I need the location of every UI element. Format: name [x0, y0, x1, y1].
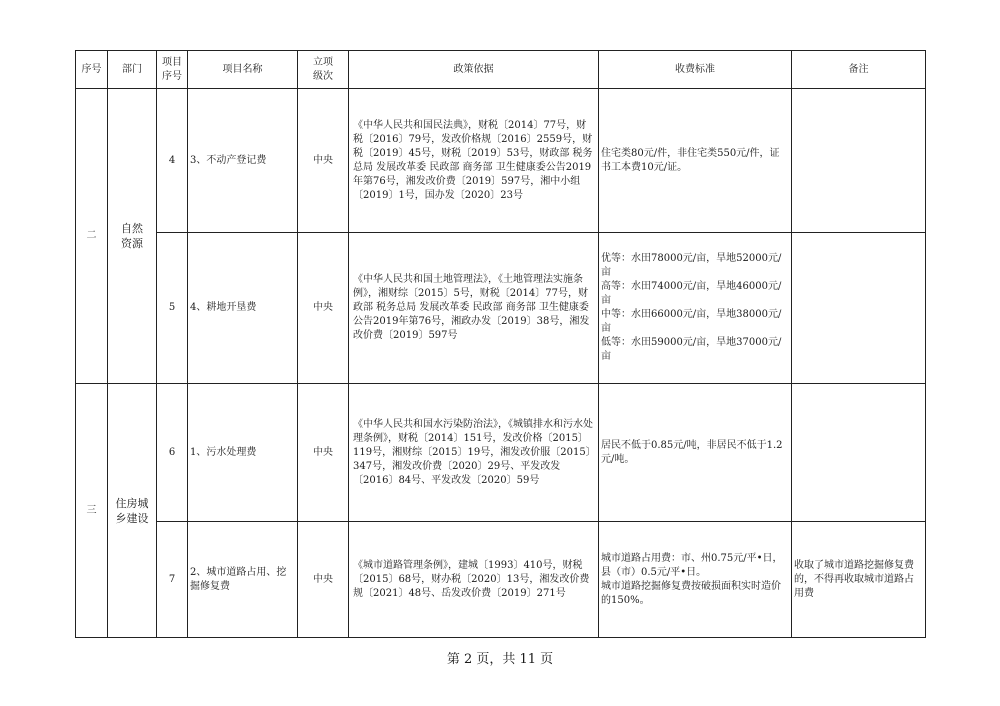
item-standard: 城市道路占用费：市、州0.75元/平•日，县（市）0.5元/平•日。 城市道路挖掘修复费按破损面积实时造价的150%。 — [599, 522, 792, 638]
item-name: 4、耕地开垦费 — [188, 233, 298, 384]
group-seq: 三 — [76, 384, 108, 638]
header-seq: 序号 — [76, 51, 108, 89]
item-name: 2、城市道路占用、挖掘修复费 — [188, 522, 298, 638]
item-remark — [792, 89, 926, 233]
table-row — [76, 89, 926, 233]
item-policy: 《中华人民共和国水污染防治法》，《城镇排水和污水处理条例》，财税〔2014〕151号，发改价格〔2015〕119号，湘财综〔2015〕19号，湘发改价服〔2015〕347号，湘发改价费〔2020〕29号、平发改发〔2016〕84号、平发改发〔2020〕59号 — [349, 384, 599, 522]
item-name: 3、不动产登记费 — [188, 89, 298, 233]
item-seq: 7 — [157, 522, 188, 638]
header-level: 立项 级次 — [298, 51, 349, 89]
item-level: 中央 — [298, 89, 349, 233]
header-row — [76, 51, 926, 89]
item-remark — [792, 233, 926, 384]
item-standard: 优等：水田78000元/亩，旱地52000元/亩 高等：水田74000元/亩，旱地46000元/亩 中等：水田66000元/亩，旱地38000元/亩 低等：水田59000元/亩，旱地37000元/亩 — [599, 233, 792, 384]
item-remark — [792, 384, 926, 522]
item-remark: 收取了城市道路挖掘修复费的，不得再收取城市道路占用费 — [792, 522, 926, 638]
item-level: 中央 — [298, 233, 349, 384]
page-footer: 第 2 页，共 11 页 — [446, 652, 554, 667]
header-item-name: 项目名称 — [188, 51, 298, 89]
header-item-seq: 项目 序号 — [157, 51, 188, 89]
header-dept: 部门 — [108, 51, 157, 89]
item-policy: 《中华人民共和国土地管理法》，《土地管理法实施条例》，湘财综〔2015〕5号，财税〔2014〕77号，财政部 税务总局 发展改革委 民政部 商务部 卫生健康委公告2019年第76号，湘政办发〔2019〕38号，湘发改价费〔2019〕597号 — [349, 233, 599, 384]
header-policy: 政策依据 — [349, 51, 599, 89]
group-seq: 二 — [76, 89, 108, 384]
header-remark: 备注 — [792, 51, 926, 89]
header-standard: 收费标准 — [599, 51, 792, 89]
item-seq: 5 — [157, 233, 188, 384]
item-policy: 《中华人民共和国民法典》，财税〔2014〕77号，财税〔2016〕79号，发改价格规〔2016〕2559号，财税〔2019〕45号，财税〔2019〕53号，财政部 税务总局 发展改革委 民政部 商务部 卫生健康委公告2019年第76号，湘发改价费〔2019〕597号，湘中小组〔2019〕1号，国办发〔2020〕23号 — [349, 89, 599, 233]
item-standard: 住宅类80元/件，非住宅类550元/件，证书工本费10元/证。 — [599, 89, 792, 233]
group-dept: 自然 资源 — [108, 89, 157, 384]
table-row — [76, 522, 926, 638]
item-seq: 6 — [157, 384, 188, 522]
item-seq: 4 — [157, 89, 188, 233]
group-dept: 住房城 乡建设 — [108, 384, 157, 638]
table-row — [76, 384, 926, 522]
item-level: 中央 — [298, 522, 349, 638]
item-level: 中央 — [298, 384, 349, 522]
table-row — [76, 233, 926, 384]
item-policy: 《城市道路管理条例》，建城〔1993〕410号，财税〔2015〕68号，财办税〔2020〕13号，湘发改价费规〔2021〕48号、岳发改价费〔2019〕271号 — [349, 522, 599, 638]
item-standard: 居民不低于0.85元/吨，非居民不低于1.2元/吨。 — [599, 384, 792, 522]
fee-table — [75, 50, 926, 638]
item-name: 1、污水处理费 — [188, 384, 298, 522]
